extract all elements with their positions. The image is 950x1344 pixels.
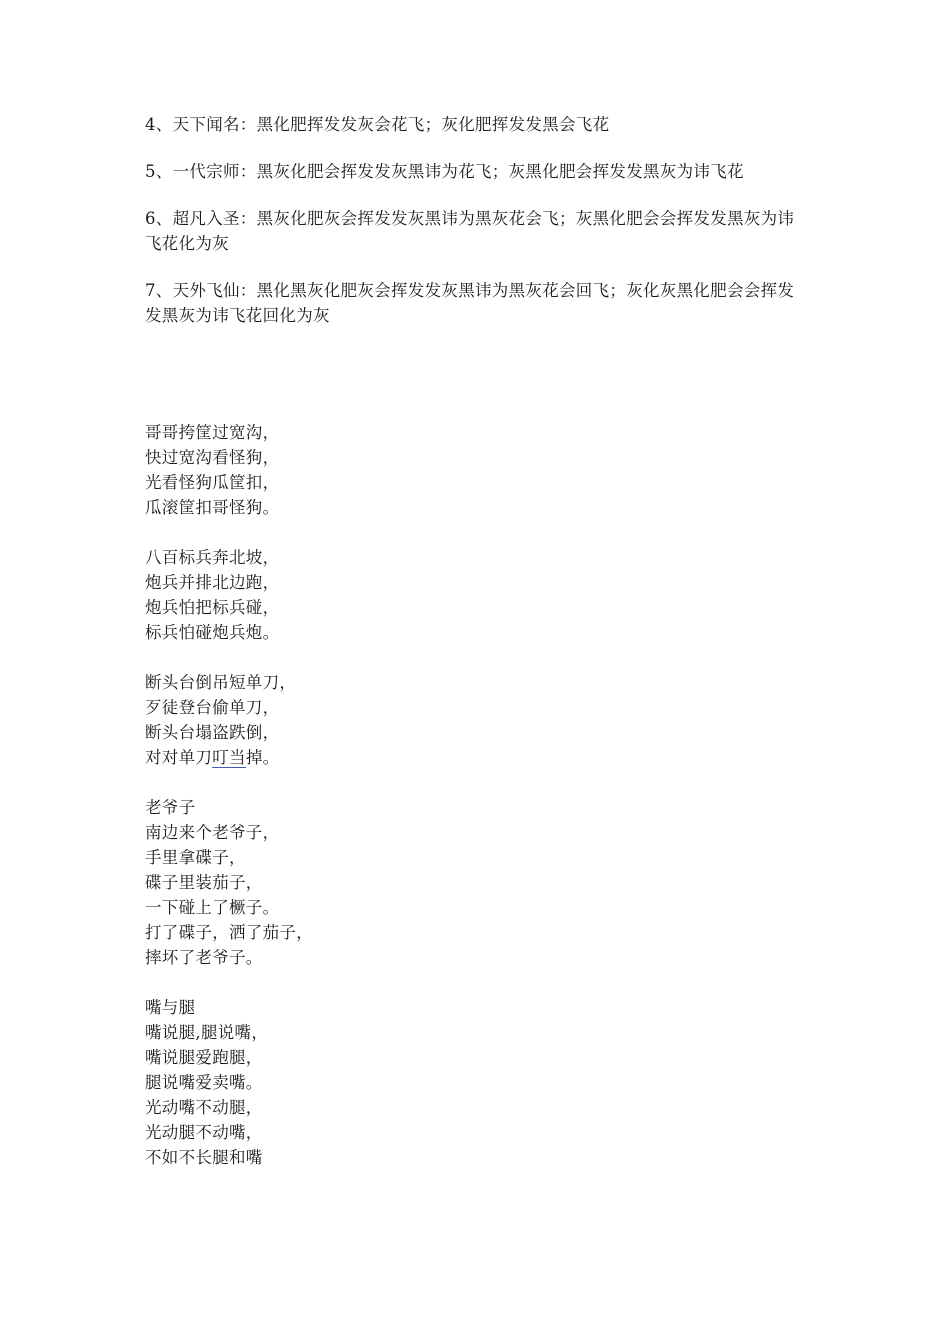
poem-line: 手里拿碟子， [145, 848, 246, 867]
poem-line: 歹徒登台偷单刀， [145, 698, 280, 717]
poem-line-last [145, 745, 810, 770]
poem-line: 碟子里装茄子， [145, 873, 263, 892]
level-7-paragraph: 7、天外飞仙：黑化黑灰化肥灰会挥发发灰黑讳为黑灰花会回飞；灰化灰黑化肥会会挥发发黑灰为讳飞花回化为灰 [145, 281, 795, 325]
poem-line: 嘴说腿爱跑腿， [145, 1048, 263, 1067]
poem-line: 腿说嘴爱卖嘴。 [145, 1073, 263, 1092]
level-6-paragraph: 6、超凡入圣：黑灰化肥灰会挥发发灰黑讳为黑灰花会飞；灰黑化肥会会挥发发黑灰为讳飞花化为灰 [145, 209, 795, 253]
poem-line: 快过宽沟看怪狗， [145, 448, 280, 467]
line-text-after: 掉。 [245, 748, 280, 767]
poem-line: 八百标兵奔北坡， [145, 548, 280, 567]
poem-title: 老爷子 [145, 798, 196, 817]
poem-line: 摔坏了老爷子。 [145, 948, 263, 967]
poem-line: 瓜滚筐扣哥怪狗。 [145, 498, 280, 517]
poem-line: 光看怪狗瓜筐扣， [145, 473, 280, 492]
line-text-before: 对对单刀 [145, 748, 213, 767]
tongue-twister-mouth-and-leg [145, 995, 810, 1170]
poem-line: 断头台倒吊短单刀， [145, 673, 297, 692]
poem-line: 标兵怕碰炮兵炮。 [145, 623, 280, 642]
tongue-twister-old-man [145, 795, 810, 970]
tongue-twister-2 [145, 545, 810, 645]
poem-line: 南边来个老爷子， [145, 823, 280, 842]
poem-line: 哥哥挎筐过宽沟， [145, 423, 280, 442]
poem-title: 嘴与腿 [145, 998, 196, 1017]
poem-line: 断头台塌盗跌倒， [145, 723, 280, 742]
poem-line: 光动腿不动嘴， [145, 1123, 263, 1142]
poem-line: 打了碟子，洒了茄子， [145, 923, 313, 942]
poem-line: 炮兵并排北边跑， [145, 573, 280, 592]
document-page [145, 112, 810, 1195]
tongue-twister-3 [145, 670, 810, 770]
underlined-word: 叮当 [212, 748, 246, 767]
level-4-paragraph: 4、天下闻名：黑化肥挥发发灰会花飞；灰化肥挥发发黑会飞花 [145, 115, 610, 134]
poem-line: 一下碰上了橛子。 [145, 898, 280, 917]
poem-line: 光动嘴不动腿， [145, 1098, 263, 1117]
poem-line: 炮兵怕把标兵碰， [145, 598, 280, 617]
level-5-paragraph: 5、一代宗师：黑灰化肥会挥发发灰黑讳为花飞；灰黑化肥会挥发发黑灰为讳飞花 [145, 162, 744, 181]
poem-line: 嘴说腿,腿说嘴， [145, 1023, 269, 1042]
poem-line: 不如不长腿和嘴 [145, 1148, 263, 1167]
tongue-twister-1 [145, 420, 810, 520]
blank-space [145, 350, 810, 420]
